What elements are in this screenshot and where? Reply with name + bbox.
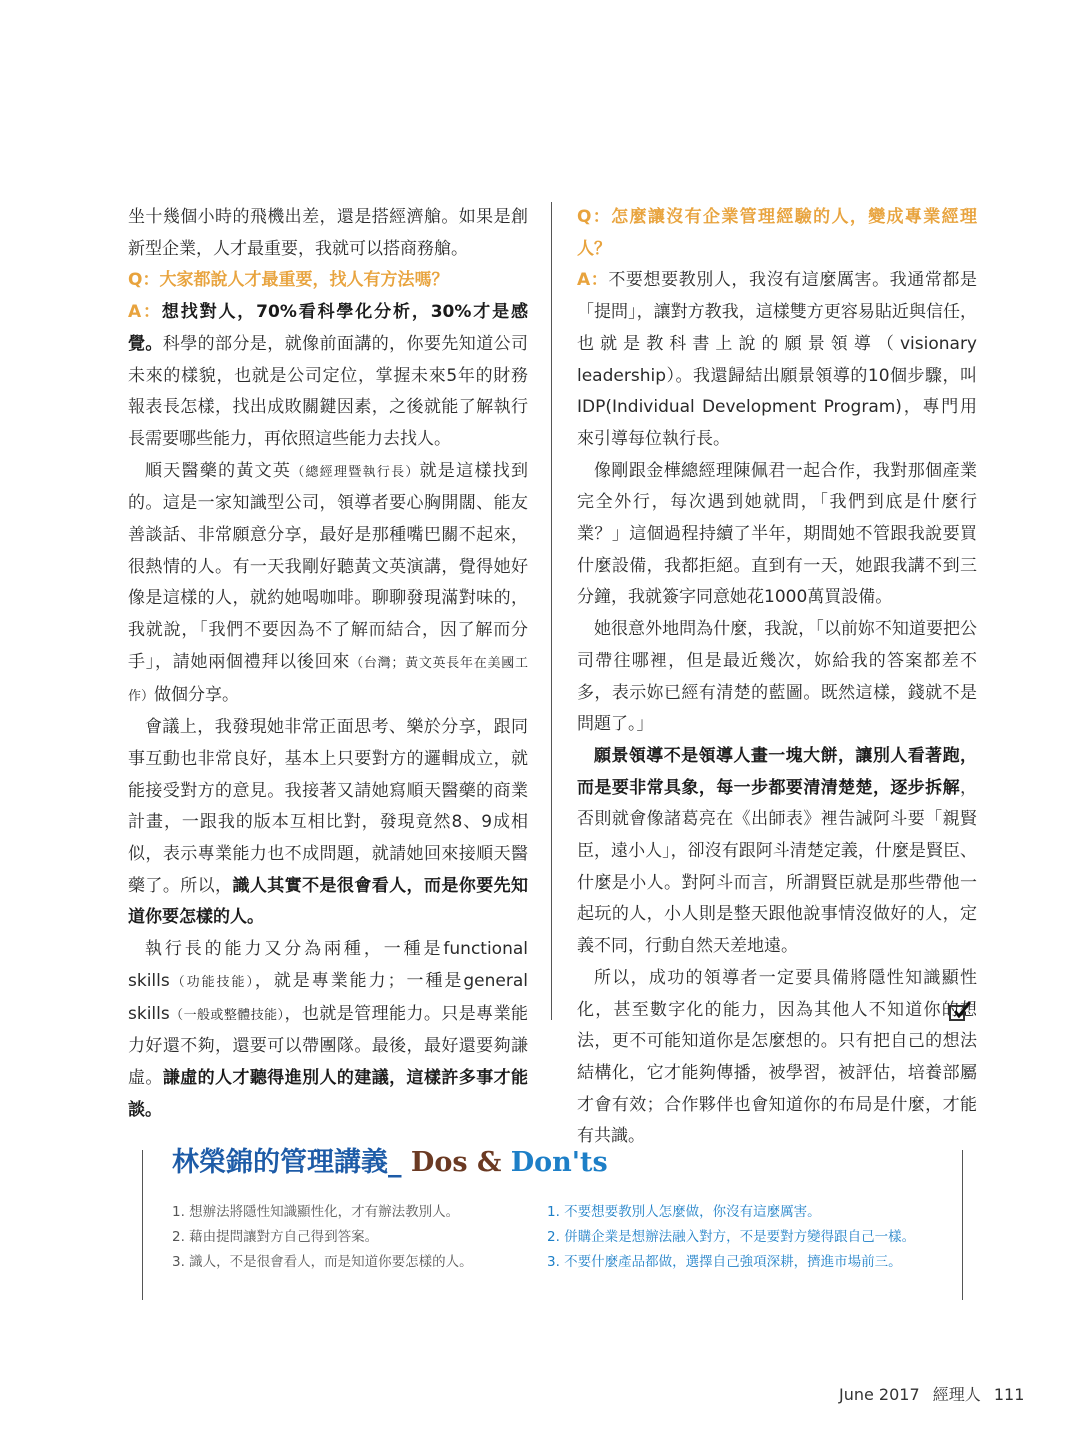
right-column — [577, 202, 977, 1153]
question-label: Q： — [577, 207, 612, 227]
page-number: 111 — [993, 1385, 1025, 1404]
end-mark-icon — [948, 1000, 972, 1022]
inline-note: （台灣；黃文英長年在美國工作） — [128, 655, 528, 704]
donts-list — [547, 1200, 915, 1275]
answer-text: 科學的部分是，就像前面講的，你要先知道公司未來的樣貌，也就是公司定位，掌握未來5年的財務報表長怎樣，找出成敗關鍵因素，之後就能了解執行長需要哪些能力，再依照這些能力去找人。 — [128, 333, 529, 449]
dos-list — [172, 1200, 473, 1275]
highlight-text: 識人其實不是很會看人，而是你要先知道你要怎樣的人。 — [128, 875, 529, 928]
highlight-text: 願景領導不是領導人畫一塊大餅，讓別人看著跑，而是要非常具象，每一步都要清清楚楚，逐步拆解 — [577, 745, 977, 798]
title-dos: Dos — [410, 1147, 468, 1178]
answer-label: A： — [128, 302, 162, 323]
paragraph: 她很意外地問為什麼，我說，「以前妳不知道要把公司帶往哪裡，但是最近幾次，妳給我的答案都差不多，表示妳已經有清楚的藍圖。既然這樣，錢就不是問題了。」 — [577, 619, 977, 735]
paragraph — [577, 741, 977, 963]
answer-label: A： — [577, 270, 609, 291]
question — [128, 265, 528, 297]
inline-note: （功能技能） — [169, 974, 255, 990]
text-run: ，也就是管理能力。只是專業能力好還不夠，還要可以帶團隊。最後，最好還要夠謙虛。 — [128, 1003, 528, 1088]
answer-highlight: 想找對人，70%看科學化分析，30%才是感覺。 — [128, 302, 528, 354]
list-item: 1. 不要想要教別人怎麼做，你沒有這麼厲害。 — [547, 1204, 821, 1220]
page-footer — [839, 1382, 1032, 1405]
answer-text: 不要想要教別人，我沒有這麼厲害。我通常都是「提問」，讓對方教我，這樣雙方更容易貼近與信任，也就是教科書上說的願景領導（visionary leadership）。我還歸結出願景領導的10個步驟，叫IDP(Individual Development Program)，專門用來引導每位執行長。 — [577, 270, 977, 449]
text-run: 就是這樣找到的。這是一家知識型公司，領導者要心胸開闊、能友善談話、非常願意分享，最好是那種嘴巴關不起來，很熱情的人。有一天我剛好聽黃文英演講，覺得她好像是這樣的人，就約她喝咖啡。聊聊發現滿對味的，我就說，「我們不要因為不了解而結合，因了解而分手」，請她兩個禮拜以後回來 — [128, 460, 529, 672]
text-run: 做個分享。 — [154, 684, 240, 705]
left-column — [128, 202, 528, 1126]
paragraph: 坐十幾個小時的飛機出差，還是搭經濟艙。如果是創新型企業，人才最重要，我就可以搭商務艙。 — [128, 207, 528, 259]
text-run: ，否則就會像諸葛亮在《出師表》裡告誡阿斗要「親賢臣，遠小人」，卻沒有跟阿斗清楚定義，什麼是賢臣、什麼是小人。對阿斗而言，所謂賢臣就是那些帶他一起玩的人，小人則是整天跟他說事情沒做好的人，定義不同，行動自然天差地遠。 — [577, 777, 977, 957]
text-run: 會議上，我發現她非常正面思考、樂於分享，跟同事互動也非常良好，基本上只要對方的邏輯成立，就能接受對方的意見。我接著又請她寫順天醫藥的商業計畫，一跟我的版本互相比對，發現竟然8、9成相似，表示專業能力也不成問題，就請她回來接順天醫藥了。所以， — [128, 717, 528, 896]
question — [577, 202, 977, 265]
question-text: 怎麼讓沒有企業管理經驗的人，變成專業經理人？ — [577, 207, 977, 259]
text-run: 執行長的能力又分為兩種，一種是functional skills — [128, 939, 528, 991]
list-item: 1. 想辦法將隱性知識顯性化，才有辦法教別人。 — [172, 1204, 460, 1220]
text-run: 順天醫藥的黃文英 — [145, 460, 292, 481]
paragraph — [128, 934, 528, 1126]
box-right-border — [962, 1150, 963, 1300]
list-item: 3. 識人，不是很會看人，而是知道你要怎樣的人。 — [172, 1254, 473, 1270]
title-main: 林榮錦的管理講義_ — [172, 1147, 402, 1178]
question-label: Q： — [128, 270, 160, 291]
highlight-text: 謙虛的人才聽得進別人的建議，這樣許多事才能談。 — [128, 1067, 529, 1120]
answer — [577, 265, 977, 455]
inline-note: （總經理暨執行長） — [291, 464, 420, 480]
question-text: 大家都說人才最重要，找人有方法嗎？ — [159, 270, 449, 291]
list-item: 3. 不要什麼產品都做，選擇自己強項深耕，擠進市場前三。 — [547, 1254, 902, 1270]
column-divider — [551, 202, 552, 1020]
list-item: 2. 併購企業是想辦法融入對方，不是要對方變得跟自己一樣。 — [547, 1229, 916, 1245]
issue-date: June 2017 — [839, 1385, 920, 1404]
dos-donts-title — [172, 1140, 608, 1179]
title-donts: Don'ts — [510, 1147, 608, 1178]
paragraph: 像剛跟金樺總經理陳佩君一起合作，我對那個產業完全外行，每次遇到她就問，「我們到底是什麼行業？」這個過程持續了半年，期間她不管跟我說要買什麼設備，我都拒絕。直到有一天，她跟我講不到三分鐘，我就簽字同意她花1000萬買設備。 — [577, 460, 977, 608]
paragraph — [128, 456, 528, 713]
box-left-border — [142, 1150, 143, 1300]
magazine-name: 經理人 — [932, 1385, 981, 1404]
inline-note: （一般或整體技能） — [169, 1007, 285, 1023]
answer — [128, 297, 528, 456]
paragraph — [128, 712, 528, 934]
list-item: 2. 藉由提問讓對方自己得到答案。 — [172, 1229, 379, 1245]
paragraph: 所以，成功的領導者一定要具備將隱性知識顯性化，甚至數字化的能力，因為其他人不知道你的想法，更不可能知道你是怎麼想的。只有把自己的想法結構化，它才能夠傳播，被學習，被評估，培養部屬才會有效；合作夥伴也會知道你的布局是什麼，才能有共識。 — [577, 967, 977, 1147]
text-run: ，就是專業能力；一種是general skills — [128, 970, 528, 1024]
title-ampersand: & — [476, 1147, 502, 1178]
